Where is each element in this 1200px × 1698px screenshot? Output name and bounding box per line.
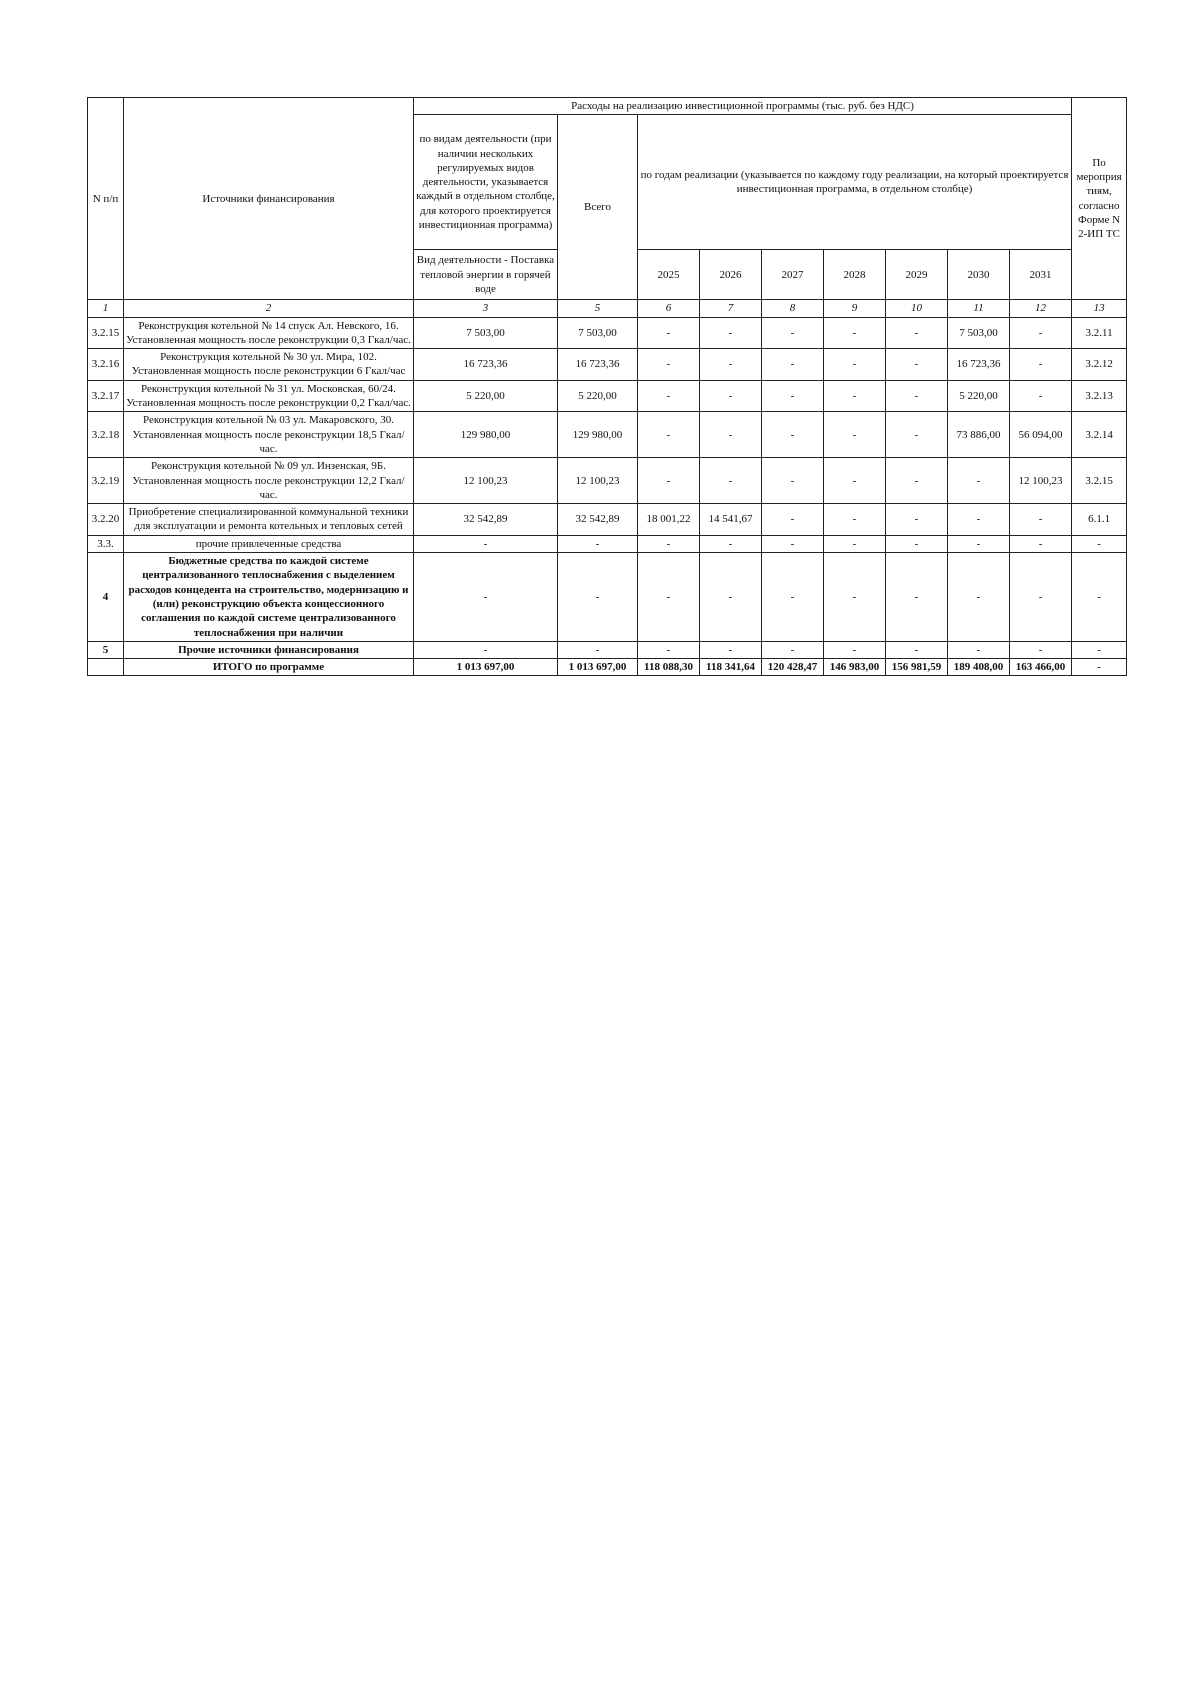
row-reference: 3.2.12 bbox=[1072, 349, 1127, 381]
table-row-other-sources bbox=[88, 641, 1127, 658]
table-row bbox=[88, 380, 1127, 412]
row-year-value: - bbox=[886, 535, 948, 552]
row-activity-value: 7 503,00 bbox=[414, 317, 558, 349]
total-year-value: 146 983,00 bbox=[824, 659, 886, 676]
row-year-value: - bbox=[948, 553, 1010, 642]
header-expenses: Расходы на реализацию инвестиционной программы (тыс. руб. без НДС) bbox=[414, 98, 1072, 115]
row-year-value: - bbox=[1010, 380, 1072, 412]
row-year-value: - bbox=[762, 458, 824, 504]
header-year: 2025 bbox=[638, 250, 700, 300]
column-index: 10 bbox=[886, 300, 948, 317]
row-year-value: - bbox=[824, 458, 886, 504]
row-reference: - bbox=[1072, 641, 1127, 658]
row-reference: - bbox=[1072, 553, 1127, 642]
total-reference: - bbox=[1072, 659, 1127, 676]
investment-program-table-sheet bbox=[87, 97, 1122, 676]
column-index: 3 bbox=[414, 300, 558, 317]
total-activity-value: 1 013 697,00 bbox=[414, 659, 558, 676]
row-total-value: - bbox=[558, 641, 638, 658]
total-row-number-empty bbox=[88, 659, 124, 676]
header-activity-type: Вид деятельности - Поставка тепловой энергии в горячей воде bbox=[414, 250, 558, 300]
table-row-other-attracted bbox=[88, 535, 1127, 552]
column-index: 7 bbox=[700, 300, 762, 317]
row-number: 3.2.15 bbox=[88, 317, 124, 349]
row-year-value: 56 094,00 bbox=[1010, 412, 1072, 458]
table-row-total bbox=[88, 659, 1127, 676]
row-name: Прочие источники финансирования bbox=[124, 641, 414, 658]
row-name: Реконструкция котельной № 30 ул. Мира, 102. Установленная мощность после реконструкции 6 Гкал/час bbox=[124, 349, 414, 381]
total-year-value: 163 466,00 bbox=[1010, 659, 1072, 676]
table-row bbox=[88, 458, 1127, 504]
row-activity-value: 32 542,89 bbox=[414, 504, 558, 536]
row-total-value: 32 542,89 bbox=[558, 504, 638, 536]
row-year-value: 5 220,00 bbox=[948, 380, 1010, 412]
row-reference: 3.2.13 bbox=[1072, 380, 1127, 412]
row-number: 3.2.19 bbox=[88, 458, 124, 504]
row-year-value: - bbox=[700, 380, 762, 412]
row-year-value: 73 886,00 bbox=[948, 412, 1010, 458]
row-name: Реконструкция котельной № 09 ул. Инзенская, 9Б. Установленная мощность после реконструкции 12,2 Гкал/час. bbox=[124, 458, 414, 504]
header-by-activity: по видам деятельности (при наличии нескольких регулируемых видов деятельности, указывается каждый в отдельном столбце, для которого проектируется инвестиционная программа) bbox=[414, 115, 558, 250]
row-year-value: - bbox=[700, 553, 762, 642]
row-number: 3.2.17 bbox=[88, 380, 124, 412]
row-year-value: - bbox=[948, 458, 1010, 504]
row-total-value: 16 723,36 bbox=[558, 349, 638, 381]
row-total-value: - bbox=[558, 535, 638, 552]
row-year-value: - bbox=[824, 349, 886, 381]
row-year-value: - bbox=[700, 535, 762, 552]
row-year-value: - bbox=[638, 458, 700, 504]
row-year-value: 12 100,23 bbox=[1010, 458, 1072, 504]
total-year-value: 120 428,47 bbox=[762, 659, 824, 676]
row-year-value: - bbox=[886, 412, 948, 458]
total-year-value: 118 341,64 bbox=[700, 659, 762, 676]
column-index: 5 bbox=[558, 300, 638, 317]
header-year: 2030 bbox=[948, 250, 1010, 300]
row-year-value: - bbox=[1010, 317, 1072, 349]
column-index: 9 bbox=[824, 300, 886, 317]
row-year-value: - bbox=[1010, 553, 1072, 642]
header-year: 2028 bbox=[824, 250, 886, 300]
column-index-row bbox=[88, 300, 1127, 317]
row-year-value: - bbox=[700, 349, 762, 381]
row-year-value: - bbox=[700, 412, 762, 458]
row-total-value: 7 503,00 bbox=[558, 317, 638, 349]
row-total-value: - bbox=[558, 553, 638, 642]
header-year: 2029 bbox=[886, 250, 948, 300]
column-index: 6 bbox=[638, 300, 700, 317]
row-year-value: 18 001,22 bbox=[638, 504, 700, 536]
header-by-year: по годам реализации (указывается по каждому году реализации, на который проектируется инвестиционная программа, в отдельном столбце) bbox=[638, 115, 1072, 250]
row-year-value: - bbox=[948, 641, 1010, 658]
column-index: 1 bbox=[88, 300, 124, 317]
total-year-value: 189 408,00 bbox=[948, 659, 1010, 676]
column-index: 12 bbox=[1010, 300, 1072, 317]
row-year-value: - bbox=[762, 317, 824, 349]
row-name: Приобретение специализированной коммунальной техники для эксплуатации и ремонта котельных и тепловых сетей bbox=[124, 504, 414, 536]
row-year-value: - bbox=[762, 504, 824, 536]
row-year-value: - bbox=[824, 553, 886, 642]
column-index: 11 bbox=[948, 300, 1010, 317]
row-year-value: - bbox=[638, 317, 700, 349]
row-reference: 6.1.1 bbox=[1072, 504, 1127, 536]
total-row-label: ИТОГО по программе bbox=[124, 659, 414, 676]
row-number: 3.3. bbox=[88, 535, 124, 552]
header-per-measure: По мероприя тиям, согласно Форме N 2-ИП ТС bbox=[1072, 98, 1127, 300]
row-year-value: - bbox=[886, 553, 948, 642]
row-reference: 3.2.11 bbox=[1072, 317, 1127, 349]
table-row-budget bbox=[88, 553, 1127, 642]
header-year: 2027 bbox=[762, 250, 824, 300]
row-year-value: - bbox=[824, 641, 886, 658]
row-year-value: - bbox=[638, 535, 700, 552]
row-year-value: - bbox=[638, 349, 700, 381]
row-year-value: - bbox=[886, 380, 948, 412]
row-year-value: - bbox=[638, 553, 700, 642]
row-year-value: - bbox=[700, 317, 762, 349]
row-number: 3.2.18 bbox=[88, 412, 124, 458]
row-name: Реконструкция котельной № 03 ул. Макаровского, 30. Установленная мощность после реконструкции 18,5 Гкал/час. bbox=[124, 412, 414, 458]
row-total-value: 129 980,00 bbox=[558, 412, 638, 458]
row-activity-value: - bbox=[414, 535, 558, 552]
row-year-value: - bbox=[948, 535, 1010, 552]
row-year-value: - bbox=[886, 504, 948, 536]
row-name: прочие привлеченные средства bbox=[124, 535, 414, 552]
row-year-value: - bbox=[638, 412, 700, 458]
row-year-value: - bbox=[762, 412, 824, 458]
row-year-value: - bbox=[700, 458, 762, 504]
row-activity-value: - bbox=[414, 553, 558, 642]
header-n: N п/п bbox=[88, 98, 124, 300]
row-year-value: - bbox=[824, 317, 886, 349]
row-year-value: - bbox=[762, 380, 824, 412]
investment-program-table bbox=[87, 97, 1127, 676]
row-year-value: - bbox=[762, 641, 824, 658]
row-year-value: - bbox=[886, 317, 948, 349]
row-year-value: - bbox=[886, 349, 948, 381]
column-index: 2 bbox=[124, 300, 414, 317]
row-year-value: - bbox=[948, 504, 1010, 536]
column-index: 8 bbox=[762, 300, 824, 317]
row-activity-value: 5 220,00 bbox=[414, 380, 558, 412]
header-total: Всего bbox=[558, 115, 638, 300]
column-index: 13 bbox=[1072, 300, 1127, 317]
row-year-value: - bbox=[886, 641, 948, 658]
header-year: 2026 bbox=[700, 250, 762, 300]
row-year-value: - bbox=[824, 535, 886, 552]
table-row bbox=[88, 317, 1127, 349]
row-year-value: 14 541,67 bbox=[700, 504, 762, 536]
row-year-value: - bbox=[1010, 641, 1072, 658]
row-year-value: - bbox=[700, 641, 762, 658]
row-name: Реконструкция котельной № 14 спуск Ал. Невского, 16. Установленная мощность после реконструкции 0,3 Гкал/час. bbox=[124, 317, 414, 349]
row-name: Бюджетные средства по каждой системе централизованного теплоснабжения с выделением расходов концедента на строительство, модернизацию и (или) реконструкцию объекта концессионного соглашения по каждой системе централизованного теплоснабжения при наличии bbox=[124, 553, 414, 642]
row-total-value: 12 100,23 bbox=[558, 458, 638, 504]
row-year-value: - bbox=[762, 553, 824, 642]
row-year-value: - bbox=[824, 412, 886, 458]
row-number: 5 bbox=[88, 641, 124, 658]
row-year-value: - bbox=[1010, 535, 1072, 552]
row-activity-value: - bbox=[414, 641, 558, 658]
row-reference: - bbox=[1072, 535, 1127, 552]
row-activity-value: 16 723,36 bbox=[414, 349, 558, 381]
row-year-value: - bbox=[762, 535, 824, 552]
table-row bbox=[88, 504, 1127, 536]
row-activity-value: 129 980,00 bbox=[414, 412, 558, 458]
header-sources: Источники финансирования bbox=[124, 98, 414, 300]
row-year-value: - bbox=[638, 641, 700, 658]
row-year-value: - bbox=[824, 504, 886, 536]
total-sum-value: 1 013 697,00 bbox=[558, 659, 638, 676]
row-number: 3.2.20 bbox=[88, 504, 124, 536]
row-year-value: - bbox=[638, 380, 700, 412]
row-number: 4 bbox=[88, 553, 124, 642]
row-year-value: - bbox=[824, 380, 886, 412]
row-number: 3.2.16 bbox=[88, 349, 124, 381]
row-year-value: - bbox=[886, 458, 948, 504]
row-year-value: - bbox=[1010, 349, 1072, 381]
table-row bbox=[88, 412, 1127, 458]
row-year-value: 7 503,00 bbox=[948, 317, 1010, 349]
row-name: Реконструкция котельной № 31 ул. Московская, 60/24. Установленная мощность после реконструкции 0,2 Гкал/час. bbox=[124, 380, 414, 412]
row-year-value: 16 723,36 bbox=[948, 349, 1010, 381]
row-reference: 3.2.14 bbox=[1072, 412, 1127, 458]
table-row bbox=[88, 349, 1127, 381]
row-activity-value: 12 100,23 bbox=[414, 458, 558, 504]
header-row-1 bbox=[88, 98, 1127, 115]
total-year-value: 118 088,30 bbox=[638, 659, 700, 676]
header-year: 2031 bbox=[1010, 250, 1072, 300]
total-year-value: 156 981,59 bbox=[886, 659, 948, 676]
row-year-value: - bbox=[762, 349, 824, 381]
row-total-value: 5 220,00 bbox=[558, 380, 638, 412]
row-year-value: - bbox=[1010, 504, 1072, 536]
row-reference: 3.2.15 bbox=[1072, 458, 1127, 504]
